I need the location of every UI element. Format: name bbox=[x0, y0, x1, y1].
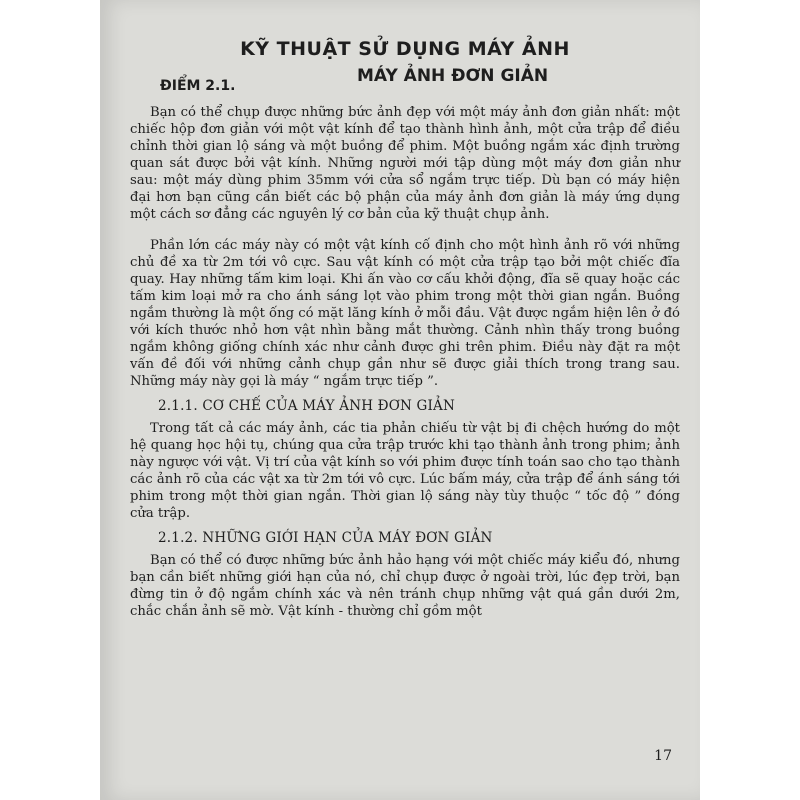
paragraph-lens-shutter: Phần lớn các máy này có một vật kính cố định cho một hình ảnh rõ với những chủ đề xa từ 2m tới vô cực. Sau vật kính có một cửa trập tạo bởi một chiếc đĩa quay. Hay những tấm kim loại. Khi ấn vào cơ cấu khởi động, đĩa sẽ quay hoặc các tấm kim loại mở ra cho ánh sáng lọt vào phim trong một thời gian ngắn. Buồng ngắm thường là một ống có mặt lăng kính ở mỗi đầu. Vật được ngắm hiện lên ở đó với kích thước nhỏ hơn vật nhìn bằng mắt thường. Cảnh nhìn thấy trong buồng ngắm không giống chính xác như cảnh được ghi trên phim. Điều này đặt ra một vấn đề đối với những cảnh chụp gần như sẽ được giải thích trong trang sau. Những máy này gọi là máy “ ngắm trực tiếp ”. bbox=[130, 238, 680, 389]
subsection-heading-limits: 2.1.2. NHỮNG GIỚI HẠN CỦA MÁY ĐƠN GIẢN bbox=[158, 530, 493, 546]
page-number: 17 bbox=[654, 748, 672, 764]
paragraph-intro: Bạn có thể chụp được những bức ảnh đẹp với một máy ảnh đơn giản nhất: một chiếc hộp đơn giản với một vật kính để tạo thành hình ảnh, một cửa trập để điều chỉnh thời gian lộ sáng và một buồng để phim. Một buồng ngắm xác định trường quan sát được bởi vật kính. Những người mới tập dùng một máy đơn giản như sau: một máy dùng phim 35mm với cửa sổ ngắm trực tiếp. Dù bạn có máy hiện đại hơn bạn cũng cần biết các bộ phận của máy ảnh đơn giản là máy ứng dụng một cách sơ đẳng các nguyên lý cơ bản của kỹ thuật chụp ảnh. bbox=[130, 105, 680, 222]
chapter-title: KỸ THUẬT SỬ DỤNG MÁY ẢNH bbox=[240, 38, 570, 60]
section-number: ĐIỂM 2.1. bbox=[160, 78, 236, 94]
book-page bbox=[100, 0, 700, 800]
section-heading bbox=[130, 66, 680, 100]
paragraph-limits: Bạn có thể có được những bức ảnh hảo hạng với một chiếc máy kiểu đó, nhưng bạn cần biết những giới hạn của nó, chỉ chụp được ở ngoài trời, lúc đẹp trời, bạn đừng tin ở độ ngắm chính xác và nên tránh chụp những vật quá gần dưới 2m, chắc chắn ảnh sẽ mờ. Vật kính - thường chỉ gồm một bbox=[130, 553, 680, 619]
paragraph-mechanism: Trong tất cả các máy ảnh, các tia phản chiếu từ vật bị đi chệch hướng do một hệ quang học hội tụ, chúng qua cửa trập trước khi tạo thành ảnh trong phim; ảnh này ngược với vật. Vị trí của vật kính so với phim được tính toán sao cho tạo thành các ảnh rõ của các vật xa từ 2m tới vô cực. Lúc bấm máy, cửa trập để ánh sáng tới phim trong một thời gian ngắn. Thời gian lộ sáng này tùy thuộc “ tốc độ ” đóng cửa trập. bbox=[130, 421, 680, 521]
subsection-heading-mechanism: 2.1.1. CƠ CHẾ CỦA MÁY ẢNH ĐƠN GIẢN bbox=[158, 398, 456, 414]
page-content bbox=[130, 38, 680, 620]
section-title: MÁY ẢNH ĐƠN GIẢN bbox=[357, 66, 549, 86]
